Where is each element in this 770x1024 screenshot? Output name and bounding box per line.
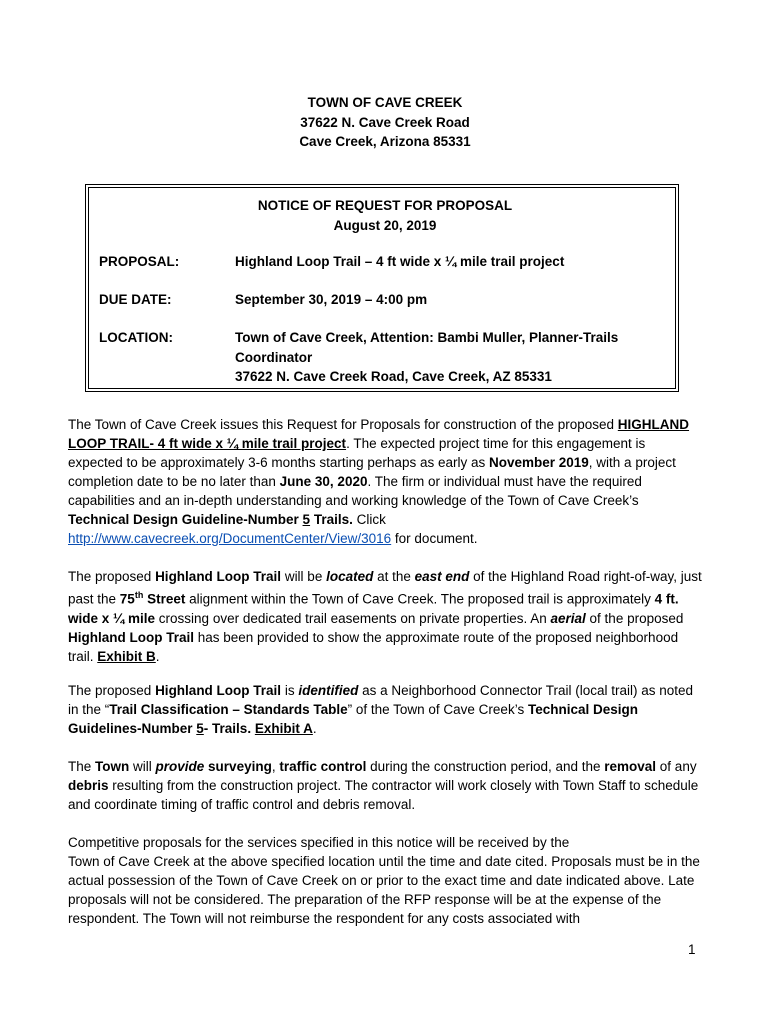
text-run: . The firm or individual must have the required capabilities and an in-depth understanding and working knowledge of the Town of Cave Creek’s: [68, 474, 642, 508]
text-run: 4 ft. wide x ¼ mile: [68, 591, 679, 626]
text-run: traffic control: [279, 759, 367, 774]
text-run: crossing over dedicated trail easements on private properties. An: [155, 610, 551, 626]
text-run: removal: [604, 759, 657, 774]
text-run: 5: [196, 721, 204, 736]
text-run: during the construction period, and the: [366, 759, 605, 774]
text-run: November 2019: [488, 455, 589, 470]
text-run: of any: [656, 759, 697, 774]
text-run: ” of the Town of Cave Creek’s: [347, 702, 528, 717]
location-label: LOCATION:: [99, 330, 173, 345]
text-run: Highland Loop Trail: [155, 683, 282, 698]
text-run: The proposed: [68, 569, 156, 584]
text-run: 5: [302, 512, 311, 527]
text-run: The proposed: [68, 683, 156, 698]
text-run: identified: [298, 683, 359, 698]
text-run: Click: [352, 512, 386, 527]
text-run: Technical Design Guideline-Number: [68, 512, 303, 527]
header-city-state-zip: Cave Creek, Arizona 85331: [299, 134, 471, 149]
text-run: east end: [414, 569, 470, 584]
document-link[interactable]: http://www.cavecreek.org/DocumentCenter/View/3016: [68, 531, 392, 546]
text-run: Exhibit B: [97, 648, 156, 664]
paragraph-text: [68, 415, 702, 548]
text-run: is: [281, 683, 299, 698]
text-run: will: [129, 759, 156, 774]
text-run: Highland Loop Trail: [68, 629, 194, 645]
notice-heading: [0, 196, 770, 235]
text-run: 75: [119, 591, 135, 607]
proposal-value: Highland Loop Trail – 4 ft wide x ¼ mile trail project: [235, 254, 565, 269]
text-run: .: [312, 721, 317, 736]
text-run: for document.: [391, 531, 478, 546]
text-run: alignment within the Town of Cave Creek. The proposed trail is approximately: [185, 591, 655, 607]
location-value-line: Coordinator: [235, 349, 313, 365]
text-run: The Town of Cave Creek issues this Request for Proposals for construction of the proposed: [68, 417, 618, 432]
text-run: at the: [373, 569, 415, 584]
text-run: debris: [68, 778, 109, 793]
header-town-name: TOWN OF CAVE CREEK: [307, 95, 463, 110]
document-header: [0, 93, 770, 152]
notice-title: NOTICE OF REQUEST FOR PROPOSAL: [257, 198, 513, 213]
text-run: aerial: [550, 610, 586, 626]
text-run: June 30, 2020: [279, 474, 368, 489]
location-value-line: Town of Cave Creek, Attention: Bambi Muller, Planner-Trails: [235, 330, 619, 345]
text-run: ,: [271, 759, 280, 774]
text-run: located: [326, 569, 374, 584]
text-run: provide: [155, 759, 205, 774]
text-run: Exhibit A: [254, 721, 313, 736]
text-run: has been provided to show the approximate route of the proposed neighborhood trail.: [68, 629, 679, 664]
text-run: HIGHLAND LOOP TRAIL- 4 ft wide x ¼ mile trail project: [68, 417, 690, 451]
page-number: 1: [688, 942, 696, 957]
text-run: Technical Design Guidelines-Number: [68, 702, 638, 736]
header-street-address: 37622 N. Cave Creek Road: [300, 114, 470, 130]
text-run: Competitive proposals for the services specified in this notice will be received by the: [68, 835, 570, 850]
text-run: Trails.: [310, 512, 353, 527]
paragraph-town-responsibilities: [68, 757, 702, 814]
text-run: . The expected project time for this engagement is expected to be approximately 3-6 months starting perhaps as early as: [68, 436, 646, 470]
text-run: surveying: [208, 759, 272, 774]
text-run: .: [155, 648, 160, 664]
text-run: - Trails.: [203, 721, 252, 736]
location-value: [235, 328, 655, 387]
text-run: as a Neighborhood Connector Trail (local trail) as noted in the “: [68, 683, 694, 717]
text-run: Street: [143, 591, 186, 607]
notice-date: August 20, 2019: [333, 217, 437, 233]
proposal-label: PROPOSAL:: [99, 254, 180, 269]
paragraph-competitive-proposals: [68, 833, 702, 928]
paragraph-text: [68, 567, 702, 666]
paragraph-text: [68, 833, 702, 928]
paragraph-trail-location: [68, 567, 702, 666]
location-value-line: 37622 N. Cave Creek Road, Cave Creek, AZ 85331: [235, 369, 552, 384]
text-run: Trail Classification – Standards Table: [109, 702, 348, 717]
text-run: Town of Cave Creek at the above specified location until the time and date cited. Proposals must be in the actual possession of the Town of Cave Creek on or prior to the exact time and date indicated above. Late proposals will not be considered. The preparation of the RFP response will be at the expense of the respondent. The Town will not reimburse the respondent for any costs associated with: [68, 854, 700, 926]
paragraph-trail-classification: [68, 681, 702, 738]
due-date-label: DUE DATE:: [99, 292, 172, 307]
text-run: resulting from the construction project. The contractor will work closely with Town Staff to schedule and coordinate timing of traffic control and debris removal.: [68, 778, 699, 812]
text-run: of the proposed: [585, 610, 684, 626]
superscript-text: th: [134, 590, 144, 600]
paragraph-text: [68, 757, 702, 814]
text-run: of the Highland Road right-of-way, just past the: [68, 569, 702, 607]
text-run: Highland Loop Trail: [155, 569, 282, 584]
due-date-value: September 30, 2019 – 4:00 pm: [235, 292, 428, 307]
paragraph-intro: [68, 415, 702, 548]
text-run: The: [68, 759, 96, 774]
paragraph-text: [68, 681, 702, 738]
text-run: , with a project completion date to be no later than: [68, 455, 676, 489]
text-run: Town: [95, 759, 130, 774]
text-run: will be: [281, 569, 327, 584]
